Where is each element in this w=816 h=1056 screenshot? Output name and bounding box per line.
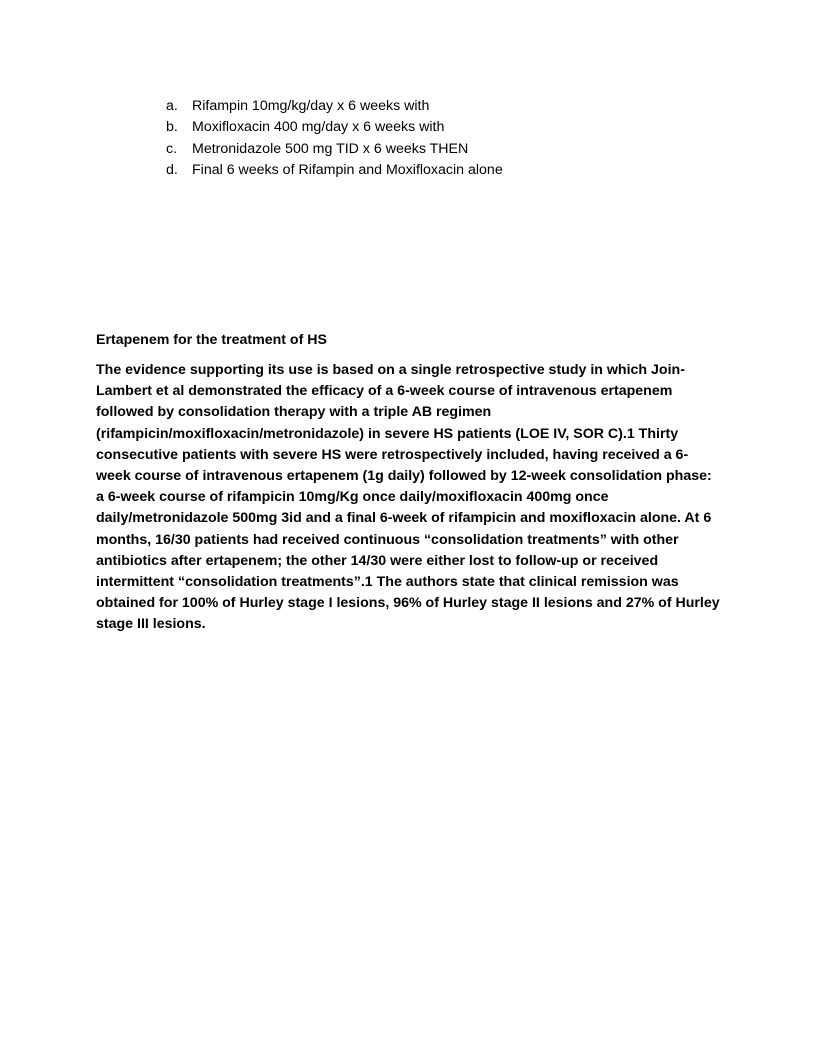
list-marker: d. [166,161,178,178]
list-item-text: Rifampin 10mg/kg/day x 6 weeks with [192,98,430,114]
list-item-text: Moxifloxacin 400 mg/day x 6 weeks with [192,119,445,136]
list-item-text: Metronidazole 500 mg TID x 6 weeks THEN [192,140,469,157]
section-paragraph: The evidence supporting its use is based on a single retrospective study in which Join-Lambert et al demonstrated the efficacy of a 6-week course of intravenous ertapenem followed by consolidation therapy with a triple AB regimen (rifampicin/moxifloxacin/metronidazole) in severe HS patients (LOE IV, SOR C).1 Thirty consecutive patients with severe HS were retrospectively included, having received a 6-week course of intravenous ertapenem (1g daily) followed by 12-week consolidation phase: a 6-week course of rifampicin 10mg/Kg once daily/moxifloxacin 400mg once daily/metronidazole 500mg 3id and a final 6-week of rifampicin and moxifloxacin alone. At 6 months, 16/30 patients had received continuous “consolidation treatments” with other antibiotics after ertapenem; the other 14/30 were either lost to follow-up or received intermittent “consolidation treatments”.1 The authors state that clinical remission was obtained for 100% of Hurley stage I lesions, 96% of Hurley stage II lesions and 27% of Hurley stage III lesions. [96,362,720,633]
list-item-text: Final 6 weeks of Rifampin and Moxifloxacin alone [192,161,503,178]
list-marker: a. [166,98,178,114]
section-heading: Ertapenem for the treatment of HS [96,332,327,348]
list-item [166,160,503,181]
list-marker: c. [166,140,178,157]
list-item [166,96,503,117]
list-item [166,139,503,160]
regimen-list [166,96,503,181]
list-item [166,117,503,138]
list-marker: b. [166,119,178,136]
